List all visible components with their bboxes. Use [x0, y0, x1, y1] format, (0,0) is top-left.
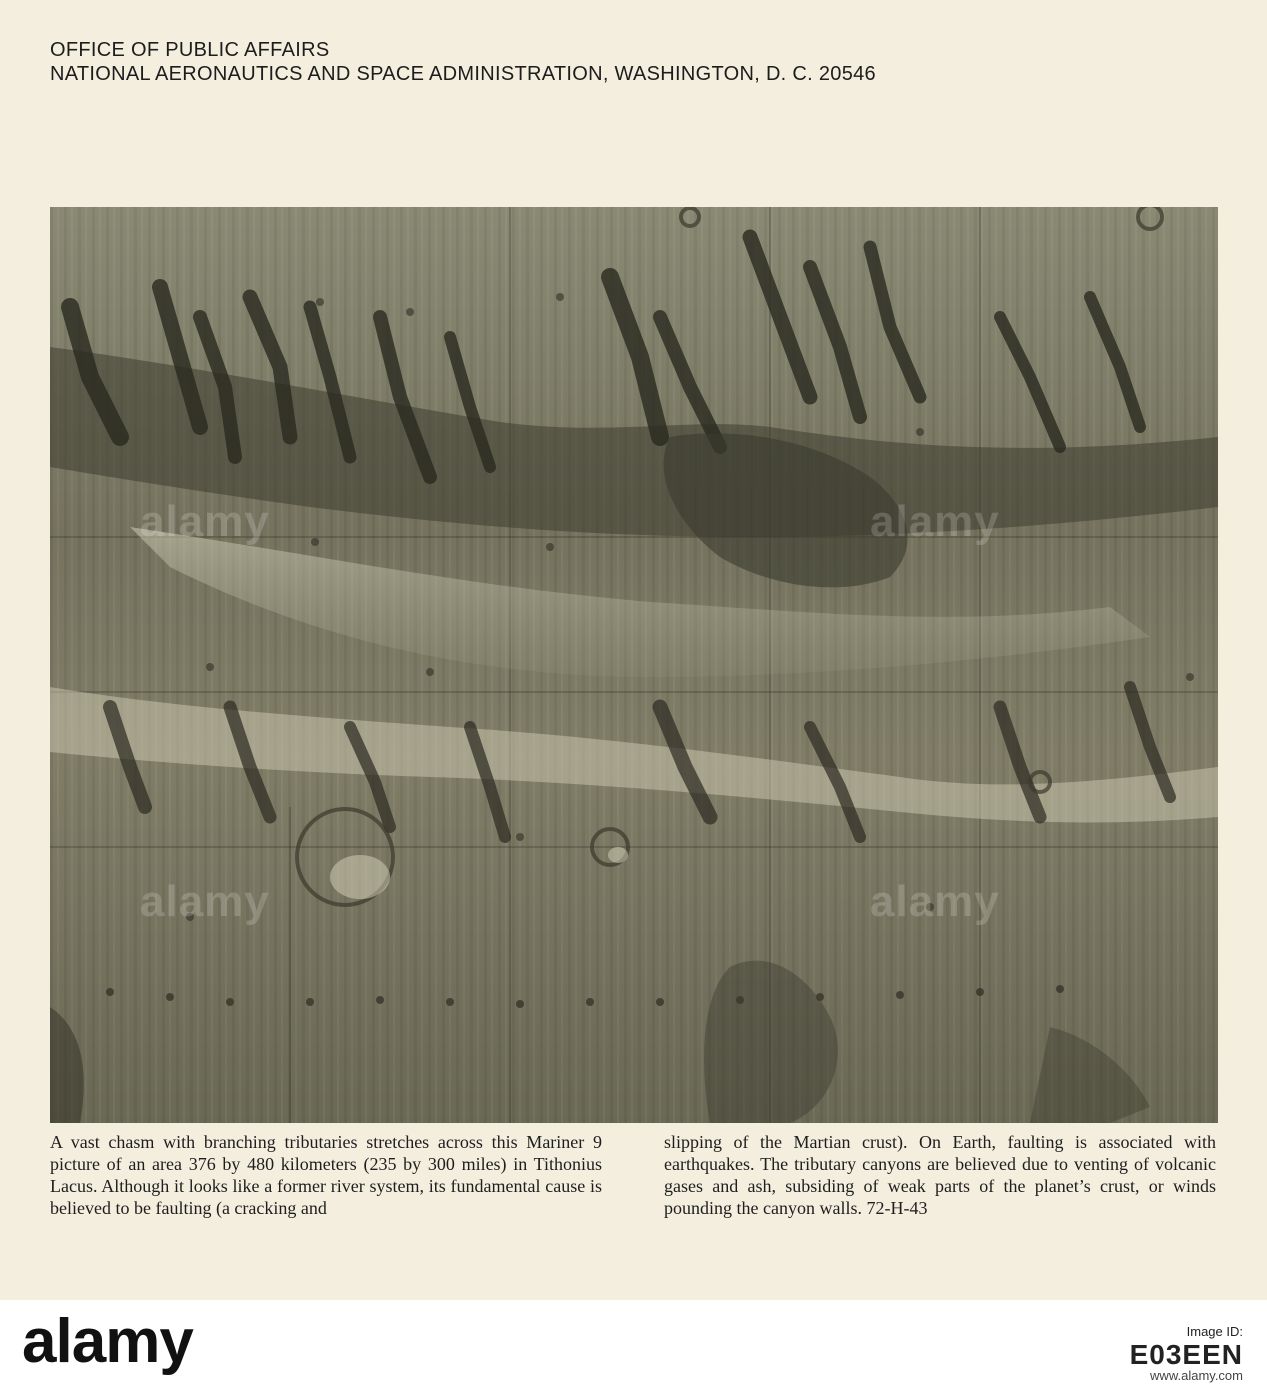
image-id-label: Image ID: — [1186, 1324, 1243, 1339]
mars-canyon-photo — [50, 207, 1218, 1123]
header-agency-line: NATIONAL AERONAUTICS AND SPACE ADMINISTRATION, WASHINGTON, D. C. 20546 — [50, 63, 876, 85]
alamy-logo: alamy — [22, 1307, 193, 1376]
caption-right-column: slipping of the Martian crust). On Earth, faulting is associated with earthquakes. The tributary canyons are believed due to venting of volcanic gases and ash, subsiding of weak parts of the planet’s crust, or winds pounding the canyon walls. 72-H-43 — [664, 1132, 1216, 1218]
alamy-url: www.alamy.com — [1150, 1368, 1243, 1383]
document-header — [50, 38, 876, 86]
image-id-value: E03EEN — [1129, 1339, 1243, 1370]
image-id-block — [1130, 1324, 1243, 1371]
header-office-line: OFFICE OF PUBLIC AFFAIRS — [50, 39, 330, 61]
photo-rendering — [50, 207, 1218, 1123]
caption-left-column: A vast chasm with branching tributaries stretches across this Mariner 9 picture of an area 376 by 480 kilometers (235 by 300 miles) in Tithonius Lacus. Although it looks like a former river system, its fundamental cause is believed to be faulting (a cracking and — [50, 1132, 602, 1218]
